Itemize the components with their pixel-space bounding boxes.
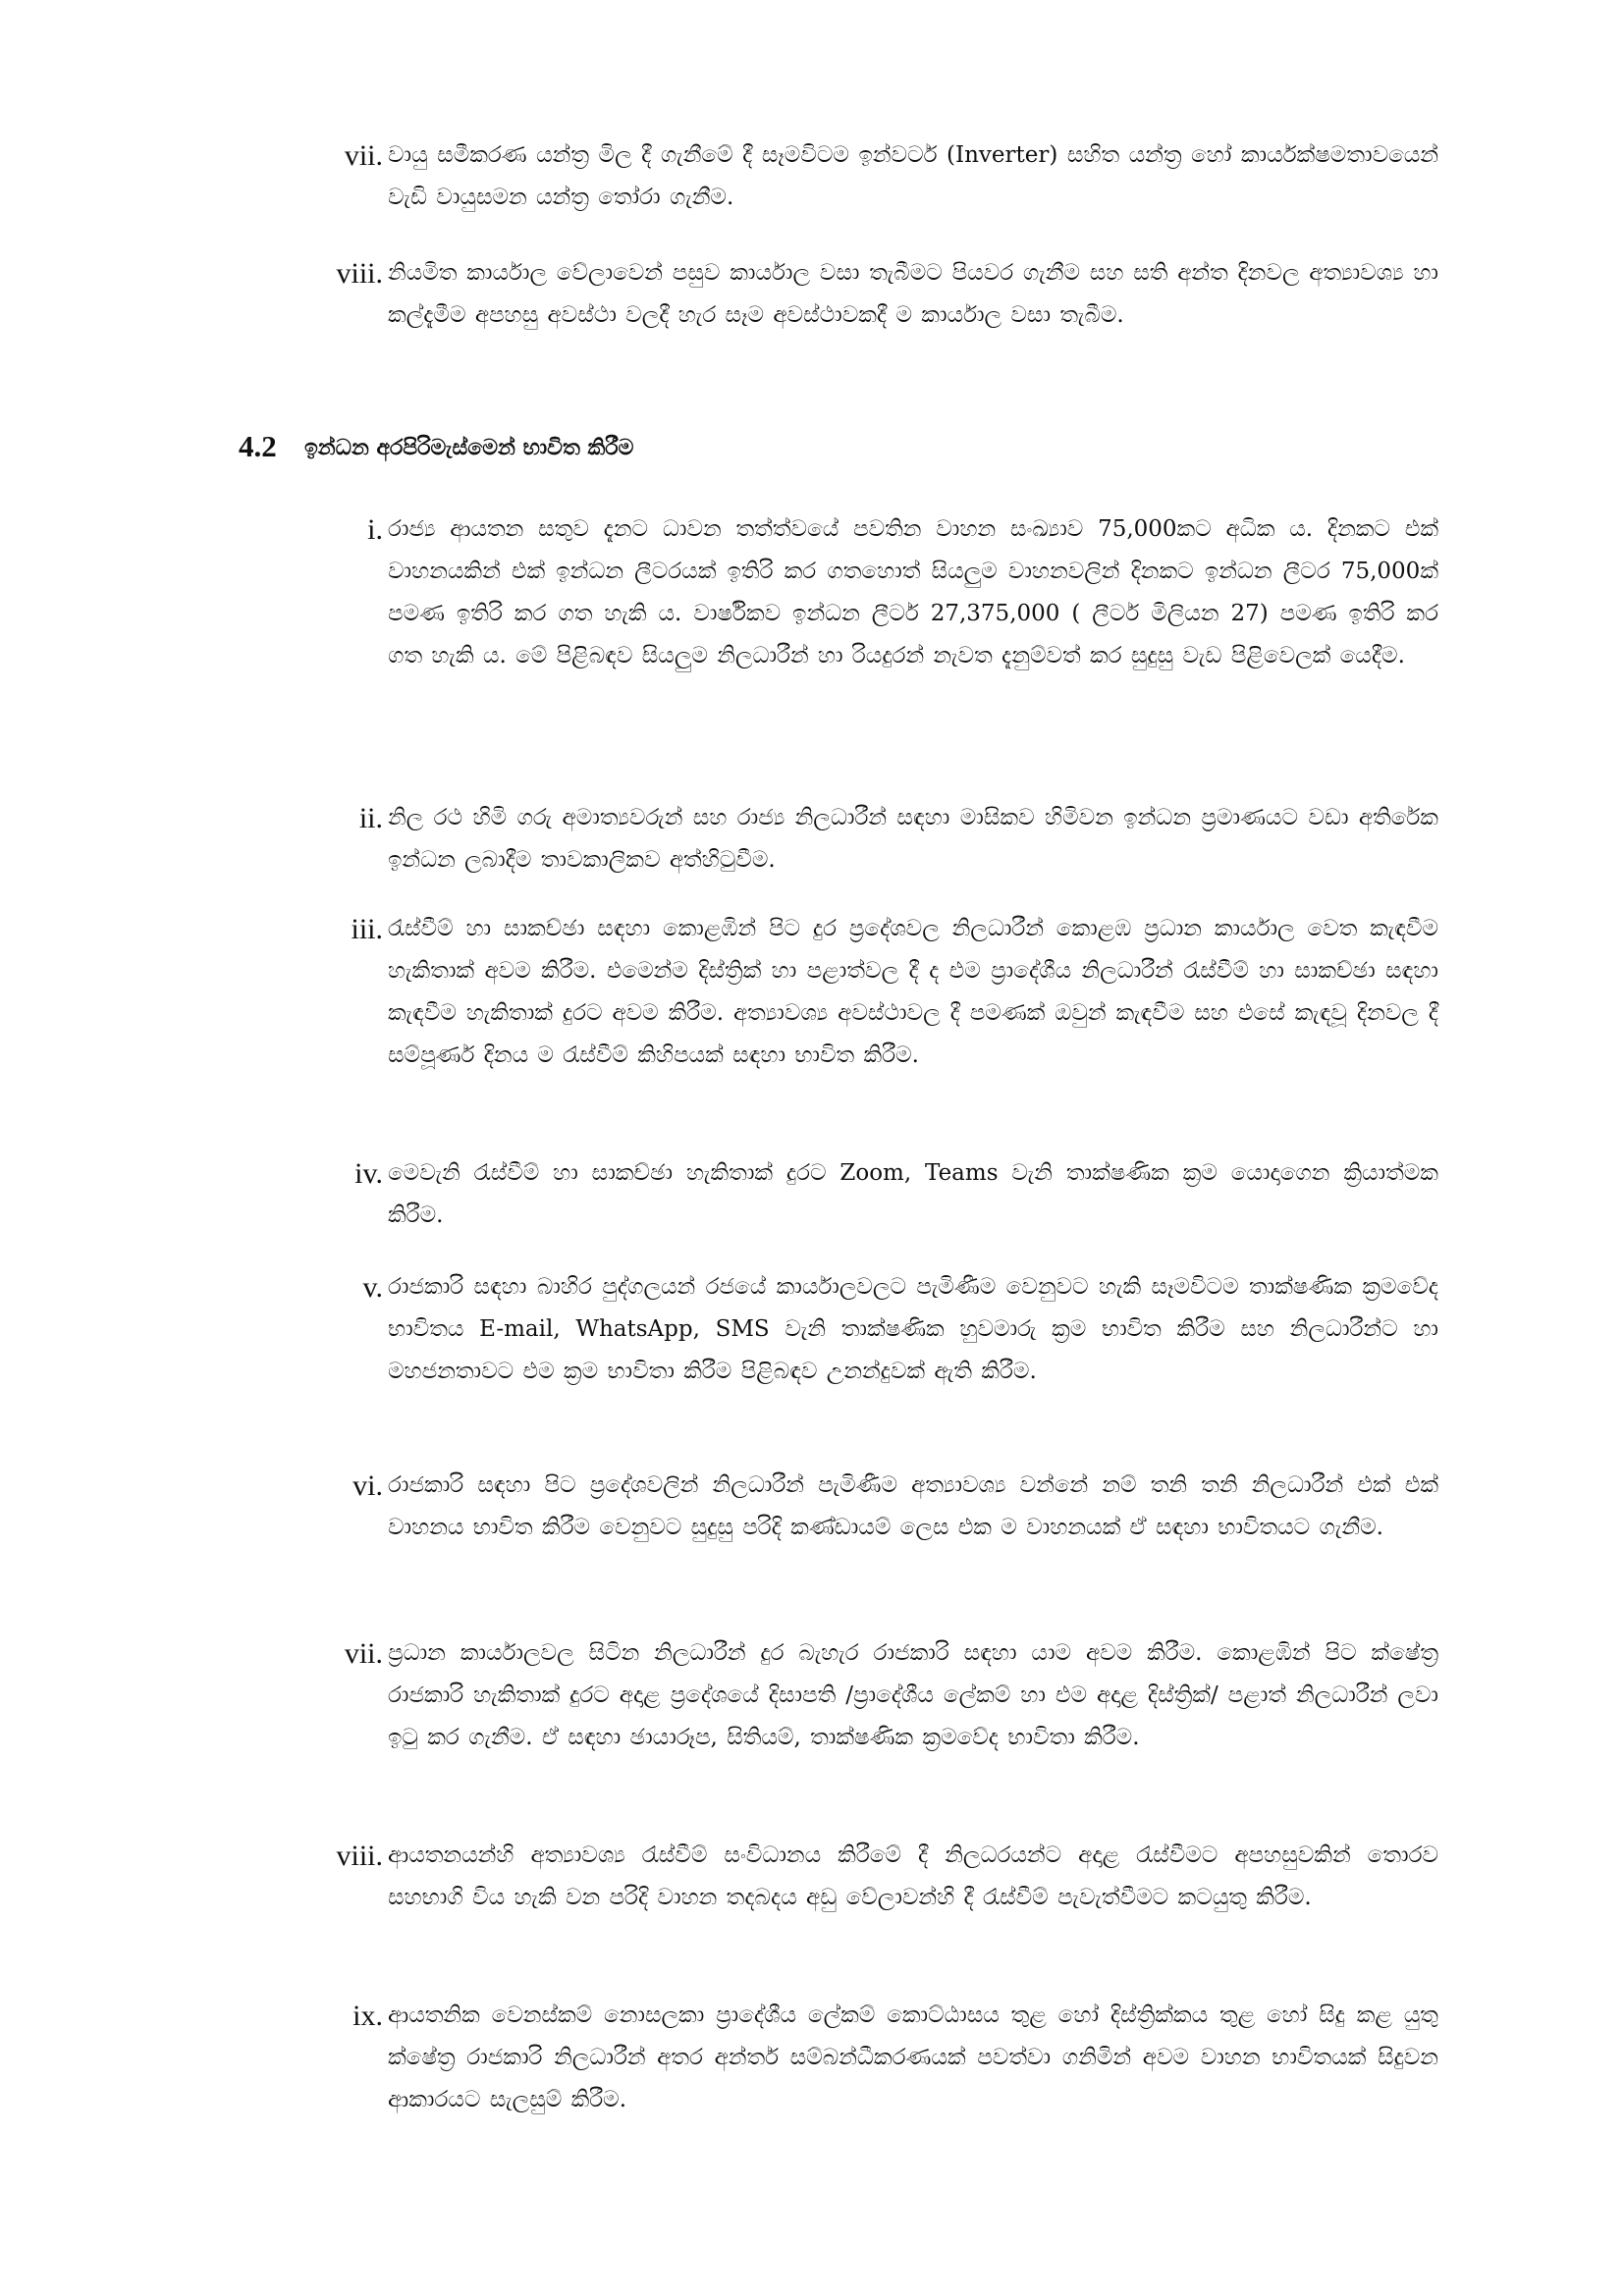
item-text: නිල රථ හිමි ගරු අමාත්‍යවරුන් සහ රාජ්‍ය නිලධාරීන් සඳහා මාසිකව හිමිවන ඉන්ධන ප්‍රමාණයට වඩා අතිරේක ඉන්ධන ලබාදීම තාවකාලිකව අත්හිටුවීම. xyxy=(388,805,1438,873)
item-text: නියමිත කාර්යාල වේලාවෙන් පසුව කාර්යාල වසා තැබීමට පියවර ගැනීම සහ සති අන්ත දිනවල අත්‍යාවශ්‍ය හා කල්දැමීම අපහසු අවස්ථා වලදී හැර සෑම අවස්ථාවකදී ම කාර්යාල වසා තැබීම. xyxy=(388,260,1438,328)
item-text: රාජකාරි සඳහා බාහිර පුද්ගලයන් රජයේ කාර්යාලවලට පැමිණීම වෙනුවට හැකි සෑමවිටම තාක්ෂණික ක්‍රමවේද භාවිතය E-mail, WhatsApp, SMS වැනි තාක්ෂණික හුවමාරු ක්‍රම භාවිත කිරීම සහ නිලධාරීන්ට හා මහජනතාවට එම ක්‍රම භාවිතා කිරීම පිළිබඳව උනන්දුවක් ඇති කිරීම. xyxy=(388,1274,1438,1384)
item-text: ආයතනික වෙනස්කම් නොසලකා ප්‍රාදේශීය ලේකම් කොට්ඨාසය තුළ හෝ දිස්ත්‍රික්කය තුළ හෝ සිදු කළ යුතු ක්ෂේත්‍ර රාජකාරි නිලධාරීන් අතර අන්තර් සම්බන්ධීකරණයක් පවත්වා ගනිමින් අවම වාහන භාවිතයක් සිදුවන ආකාරයට සැලසුම් කිරීම. xyxy=(388,2002,1438,2112)
list-item xyxy=(285,1835,1438,1967)
list-item xyxy=(285,797,1438,885)
item-number: vii. xyxy=(344,1637,383,1670)
section-number: 4.2 xyxy=(239,429,277,463)
item-number: viii. xyxy=(336,257,383,290)
list-item xyxy=(285,252,1438,385)
item-number: i. xyxy=(367,513,383,546)
section-title: ඉන්ධන අරපිරිමැස්මෙන් භාවිත කිරීම xyxy=(304,435,634,460)
list-item xyxy=(285,1266,1438,1443)
item-number: vi. xyxy=(352,1469,383,1502)
item-number: iv. xyxy=(354,1157,383,1190)
item-number: v. xyxy=(362,1271,383,1304)
item-text: රාජ්‍ය ආයතන සතුව දැනට ධාවන තත්ත්වයේ පවතින වාහන සංඛ්‍යාව 75,000කට අධික ය. දිනකට එක් වාහනයකින් එක් ඉන්ධන ලීටරයක් ඉතිරි කර ගතහොත් සියලුම වාහනවලින් දිනකට ඉන්ධන ලීටර 75,000ක් පමණ ඉතිරි කර ගත හැකි ය. වාර්ෂිකව ඉන්ධන ලීටර් 27,375,000 ( ලීටර් මිලියන 27) පමණ ඉතිරි කර ගත හැකි ය. මේ පිළිබඳව සියලුම නිලධාරීන් හා රියදුරන් නැවත දැනුම්වත් කර සුදුසු වැඩ පිළිවෙලක් යෙදීම. xyxy=(388,516,1438,668)
section-heading xyxy=(239,425,1319,468)
list-item xyxy=(285,1632,1438,1809)
item-text: රැස්වීම් හා සාකච්ඡා සඳහා කොළඹින් පිට දුර ප්‍රදේශවල නිලධාරීන් කොළඹ ප්‍රධාන කාර්යාල වෙත කැඳවීම හැකිතාක් අවම කිරීම. එමෙන්ම දිස්ත්‍රික් හා පළාත්වල දී ද එම ප්‍රාදේශීය නිලධාරීන් රැස්වීම් හා සාකච්ඡා සඳහා කැඳවීම හැකිතාක් දුරට අවම කිරීම. අත්‍යාවශ්‍ය අවස්ථාවල දී පමණක් ඔවුන් කැඳවීම සහ එසේ කැඳවූ දිනවල දී සම්පූර්ණ දිනය ම රැස්වීම් කිහිපයක් සඳහා භාවිත කිරීම. xyxy=(388,916,1438,1068)
item-number: ix. xyxy=(352,2000,383,2032)
item-text: රාජකාරි සඳහා පිට ප්‍රදේශවලින් නිලධාරීන් පැමිණීම අත්‍යාවශ්‍ය වන්නේ නම් තනි තනි නිලධාරීන් එක් එක් වාහනය භාවිත කිරීම වෙනුවට සුදුසු පරිදි කණ්ඩායම් ලෙස එක ම වාහනයක් ඒ සඳහා භාවිතයට ගැනීම. xyxy=(388,1472,1438,1540)
item-text: ආයතනයන්හි අත්‍යාවශ්‍ය රැස්වීම් සංවිධානය කිරීමේ දී නිලධරයන්ට අදාළ රැස්වීමට අපහසුවකින් තොරව සහභාගි විය හැකි වන පරිදි වාහන තදබදය අඩු වේලාවන්හි දී රැස්වීම් පැවැත්වීමට කටයුතු කිරීම. xyxy=(388,1842,1438,1910)
list-item xyxy=(285,1152,1438,1241)
list-item xyxy=(285,508,1438,769)
item-number: ii. xyxy=(358,802,383,834)
list-item xyxy=(285,1465,1438,1597)
item-text: මෙවැනි රැස්වීම් හා සාකච්ඡා හැකිතාක් දුරට Zoom, Teams වැනි තාක්ෂණික ක්‍රම යොදාගෙන ක්‍රියාත්මක කිරීම. xyxy=(388,1160,1438,1228)
item-text: වායු සමීකරණ යන්ත්‍ර මිල දී ගැනීමේ දී සෑමවිටම ඉන්වටර් (Inverter) සහිත යන්ත්‍ර හෝ කාර්යක්ෂමතාවයෙන් වැඩි වායුසමන යන්ත්‍ර තෝරා ගැනීම. xyxy=(388,142,1438,210)
item-number: viii. xyxy=(336,1840,383,1872)
list-item xyxy=(285,134,1438,223)
item-text: ප්‍රධාන කාර්යාලවල සිටින නිලධාරීන් දුර බැහැර රාජකාරි සඳහා යාම අවම කිරීම. කොළඹින් පිට ක්ෂේත්‍ර රාජකාරි හැකිතාක් දුරට අදාළ ප්‍රදේශයේ දිසාපති /ප්‍රාදේශීය ලේකම් හා එම අදාළ දිස්ත්‍රික්/ පළාත් නිලධාරීන් ලවා ඉටු කර ගැනීම. ඒ සඳහා ඡායාරූප, සිතියම්, තාක්ෂණික ක්‍රමවේද භාවිතා කිරීම. xyxy=(388,1640,1438,1750)
list-item xyxy=(285,1995,1438,2171)
item-number: iii. xyxy=(351,913,383,945)
list-item xyxy=(285,908,1438,1124)
item-number: vii. xyxy=(344,139,383,172)
